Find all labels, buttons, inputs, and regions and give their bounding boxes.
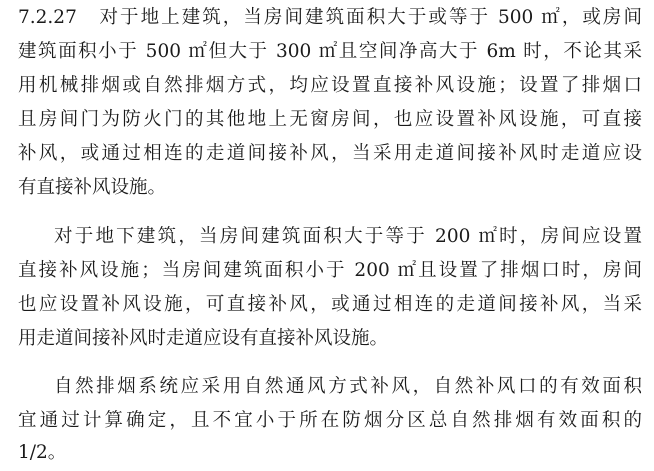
clause-7-2-27-line-4: 且房间门为防火门的其他地上无窗房间，也应设置补风设施，可直接 <box>18 109 642 130</box>
clause-7-2-27-line-6: 有直接补风设施。 <box>18 177 167 198</box>
underground-paragraph-line-2: 直接补风设施；当房间建筑面积小于 200 ㎡且设置了排烟口时，房间 <box>18 260 642 281</box>
clause-7-2-27-line-5: 补风，或通过相连的走道间接补风，当采用走道间接补风时走道应设 <box>18 143 642 164</box>
natural-smoke-paragraph-line-1: 自然排烟系统应采用自然通风方式补风，自然补风口的有效面积 <box>54 376 642 397</box>
underground-paragraph-line-1: 对于地下建筑，当房间建筑面积大于等于 200 ㎡时，房间应设置 <box>54 226 642 247</box>
underground-paragraph-line-3: 也应设置补风设施，可直接补风，或通过相连的走道间接补风，当采 <box>18 294 642 315</box>
natural-smoke-paragraph-line-3: 1/2。 <box>18 442 67 463</box>
clause-7-2-27-line-1: 7.2.27 对于地上建筑，当房间建筑面积大于或等于 500 ㎡，或房间 <box>18 7 642 28</box>
natural-smoke-paragraph-line-2: 宜通过计算确定，且不宜小于所在防烟分区总自然排烟有效面积的 <box>18 410 642 431</box>
clause-7-2-27-line-2: 建筑面积小于 500 ㎡但大于 300 ㎡且空间净高大于 6m 时，不论其采 <box>18 41 642 62</box>
clause-7-2-27-line-3: 用机械排烟或自然排烟方式，均应设置直接补风设施；设置了排烟口 <box>18 75 642 96</box>
underground-paragraph-line-4: 用走道间接补风时走道应设有直接补风设施。 <box>18 328 389 349</box>
